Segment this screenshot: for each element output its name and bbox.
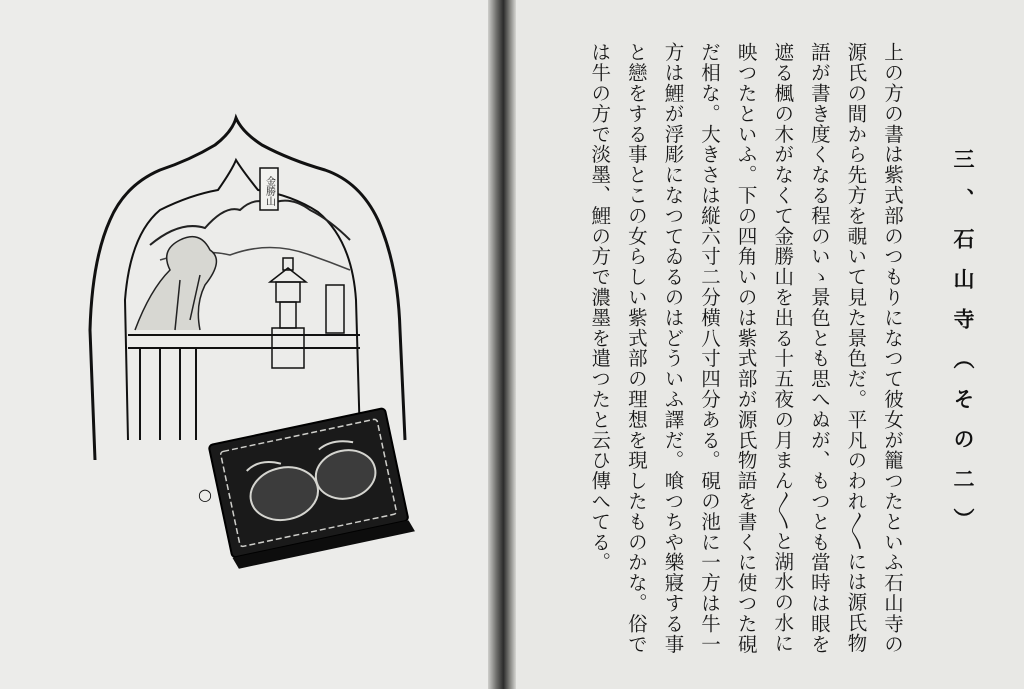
ishiyamadera-illustration [0, 0, 488, 689]
left-page [0, 0, 488, 689]
section-number: 三、 [951, 148, 975, 228]
book-gutter [488, 0, 516, 689]
page-mark: ○ [198, 485, 212, 504]
paragraph: 上の方の書は紫式部のつもりになつて彼女が籠つたといふ石山寺の源氏の間から先方を覗いて見た景色だ。平凡のわれ〳〵には源氏物語が書き度くなる程のいゝ景色とも思へぬが、もつとも當時は眼を遮る楓の木がなくて金勝山を出る十五夜の月まん〳〵と湖水の水に映つたといふ。下の四角いのは紫式部が源氏物語を書くに使つた硯だ相な。大きさは縦六寸二分横八寸四分ある。硯の池に一方は牛一方は鯉が浮彫になつてゐるのはどういふ譯だ。喰つちや樂寢する事と戀をする事とこの女らしい紫式部の理想を現したものかな。俗では牛の方で淡墨、鯉の方で濃墨を遣つたと云ひ傳へてる。 [588, 42, 904, 654]
section-suffix: （その二） [951, 348, 975, 548]
arch-frame [90, 118, 405, 460]
section-title [948, 148, 978, 548]
plaque-text: 金勝山 [263, 176, 275, 206]
stone-lantern [270, 258, 306, 368]
body-text [581, 22, 910, 672]
inkstone [209, 407, 415, 569]
section-name: 石山寺 [951, 228, 975, 348]
mountains [150, 201, 350, 245]
